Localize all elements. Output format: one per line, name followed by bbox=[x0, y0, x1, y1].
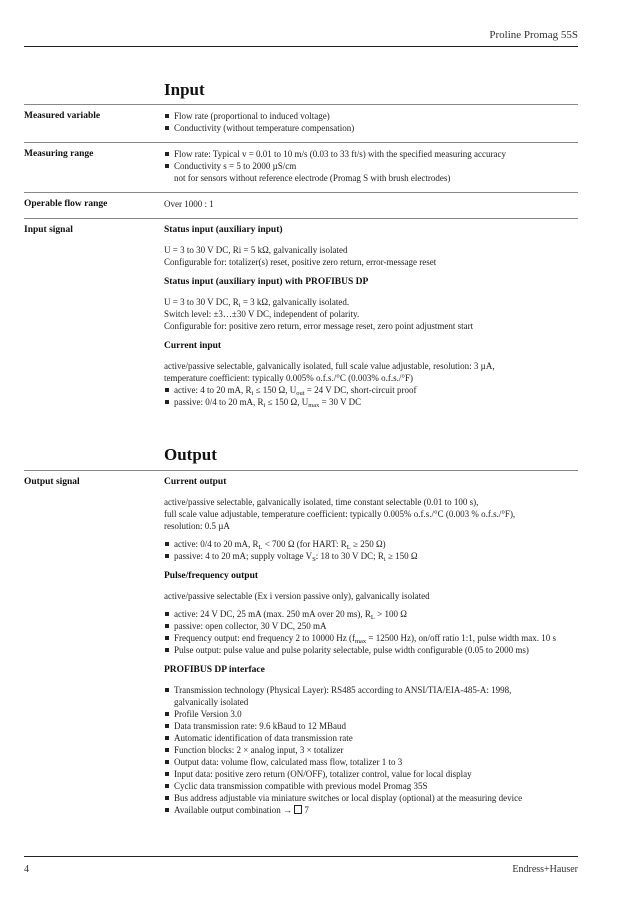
measuring-range-content bbox=[164, 148, 584, 184]
current-output-line: full scale value adjustable, temperature coefficient: typically 0.005% o.f.s./°C (0.003 % o.f.s./°F), bbox=[164, 509, 516, 519]
list-item: passive: open collector, 30 V DC, 250 mA bbox=[164, 620, 584, 632]
page-number: 4 bbox=[24, 864, 29, 875]
list-item: Data transmission rate: 9.6 kBaud to 12 MBaud bbox=[164, 720, 584, 732]
list-item: Function blocks: 2 × analog input, 3 × totalizer bbox=[164, 744, 584, 756]
status-input-line: Configurable for: totalizer(s) reset, positive zero return, error-message reset bbox=[164, 257, 437, 267]
pulse-output-line: active/passive selectable (Ex i version passive only), galvanically isolated bbox=[164, 591, 430, 601]
operable-flow-range-value: Over 1000 : 1 bbox=[164, 199, 214, 209]
divider bbox=[24, 218, 578, 219]
section-title-input: Input bbox=[164, 80, 205, 99]
header-rule bbox=[24, 46, 578, 47]
label-measured-variable: Measured variable bbox=[24, 111, 101, 121]
status-input-dp-line: Configurable for: positive zero return, error message reset, zero point adjustment start bbox=[164, 321, 474, 331]
list-item: Conductivity (without temperature compensation) bbox=[164, 122, 584, 134]
list-item: Transmission technology (Physical Layer): RS485 according to ANSI/TIA/EIA-485-A: 1998, galvanically isolated bbox=[164, 684, 584, 708]
label-measuring-range: Measuring range bbox=[24, 149, 94, 159]
current-output-line: resolution: 0.5 µA bbox=[164, 521, 230, 531]
current-input-line: temperature coefficient: typically 0.005% o.f.s./°C (0.003% o.f.s./°F) bbox=[164, 373, 413, 383]
current-input-line: active/passive selectable, galvanically isolated, full scale value adjustable, resolution: 3 µA, bbox=[164, 361, 495, 371]
document-header-title: Proline Promag 55S bbox=[489, 29, 578, 41]
page-reference-icon bbox=[294, 805, 302, 814]
footer-brand: Endress+Hauser bbox=[512, 864, 578, 875]
status-input-dp-line: Switch level: ±3…±30 V DC, independent of polarity. bbox=[164, 309, 360, 319]
list-item: active: 0/4 to 20 mA, $R_L < 700$ Ω (for HART: $R_L \ge 250$ Ω) bbox=[164, 538, 584, 550]
list-item: Frequency output: end frequency 2 to 10000 Hz ($f_{max} = 12500$ Hz), on/off ratio 1:1, pulse width max. 10 s bbox=[164, 632, 584, 644]
label-operable-flow-range: Operable flow range bbox=[24, 199, 108, 209]
list-item: passive: 4 to 20 mA; supply voltage $V_S$: 18 to 30 V DC; $R_i \ge 150$ Ω bbox=[164, 550, 584, 562]
section-title-output: Output bbox=[164, 445, 217, 464]
list-item: passive: 0/4 to 20 mA, $R_i \le 150$ Ω, $U_{max} = 30$ V DC bbox=[164, 396, 584, 408]
list-item: Automatic identification of data transmission rate bbox=[164, 732, 584, 744]
status-input-line: U = 3 to 30 V DC, Ri = 5 kΩ, galvanically isolated bbox=[164, 245, 348, 255]
subheading-status-input: Status input (auxiliary input) bbox=[164, 225, 283, 235]
measured-variable-content bbox=[164, 110, 584, 134]
list-item: Bus address adjustable via miniature switches or local display (optional) at the measuring device bbox=[164, 792, 584, 804]
list-item: Pulse output: pulse value and pulse polarity selectable, pulse width configurable (0.05 to 2000 ms) bbox=[164, 644, 584, 656]
list-item: active: 24 V DC, 25 mA (max. 250 mA over 20 ms), $R_L > 100$ Ω bbox=[164, 608, 584, 620]
list-item: Available output combination → 7 bbox=[164, 804, 584, 816]
list-item: Cyclic data transmission compatible with previous model Promag 35S bbox=[164, 780, 584, 792]
list-item: Conductivity s = 5 to 2000 µS/cm not for sensors without reference electrode (Promag S with brush electrodes) bbox=[164, 160, 584, 184]
divider bbox=[24, 142, 578, 143]
list-item: Profile Version 3.0 bbox=[164, 708, 584, 720]
label-input-signal: Input signal bbox=[24, 225, 73, 235]
label-output-signal: Output signal bbox=[24, 477, 80, 487]
subheading-profibus: PROFIBUS DP interface bbox=[164, 665, 265, 675]
output-signal-content bbox=[164, 476, 584, 816]
list-item: Output data: volume flow, calculated mass flow, totalizer 1 to 3 bbox=[164, 756, 584, 768]
subheading-current-output: Current output bbox=[164, 477, 227, 487]
subheading-pulse-output: Pulse/frequency output bbox=[164, 571, 259, 581]
list-item: active: 4 to 20 mA, $R_i \le 150$ Ω, $U_{out} = 24$ V DC, short-circuit proof bbox=[164, 384, 584, 396]
subheading-status-input-dp: Status input (auxiliary input) with PROFIBUS DP bbox=[164, 277, 369, 287]
current-output-line: active/passive selectable, galvanically isolated, time constant selectable (0.01 to 100 s), bbox=[164, 497, 479, 507]
status-input-dp-line: U = 3 to 30 V DC, $R_i = 3$ kΩ, galvanically isolated. bbox=[164, 297, 350, 309]
list-item: Input data: positive zero return (ON/OFF), totalizer control, value for local display bbox=[164, 768, 584, 780]
divider bbox=[24, 470, 578, 471]
divider bbox=[24, 104, 578, 105]
footer-rule bbox=[24, 856, 578, 857]
page-reference-link[interactable]: 7 bbox=[304, 805, 309, 815]
divider bbox=[24, 192, 578, 193]
input-signal-content bbox=[164, 224, 584, 408]
list-item: Flow rate (proportional to induced voltage) bbox=[164, 110, 584, 122]
subheading-current-input: Current input bbox=[164, 341, 222, 351]
list-item: Flow rate: Typical v = 0.01 to 10 m/s (0.03 to 33 ft/s) with the specified measuring accuracy bbox=[164, 148, 584, 160]
